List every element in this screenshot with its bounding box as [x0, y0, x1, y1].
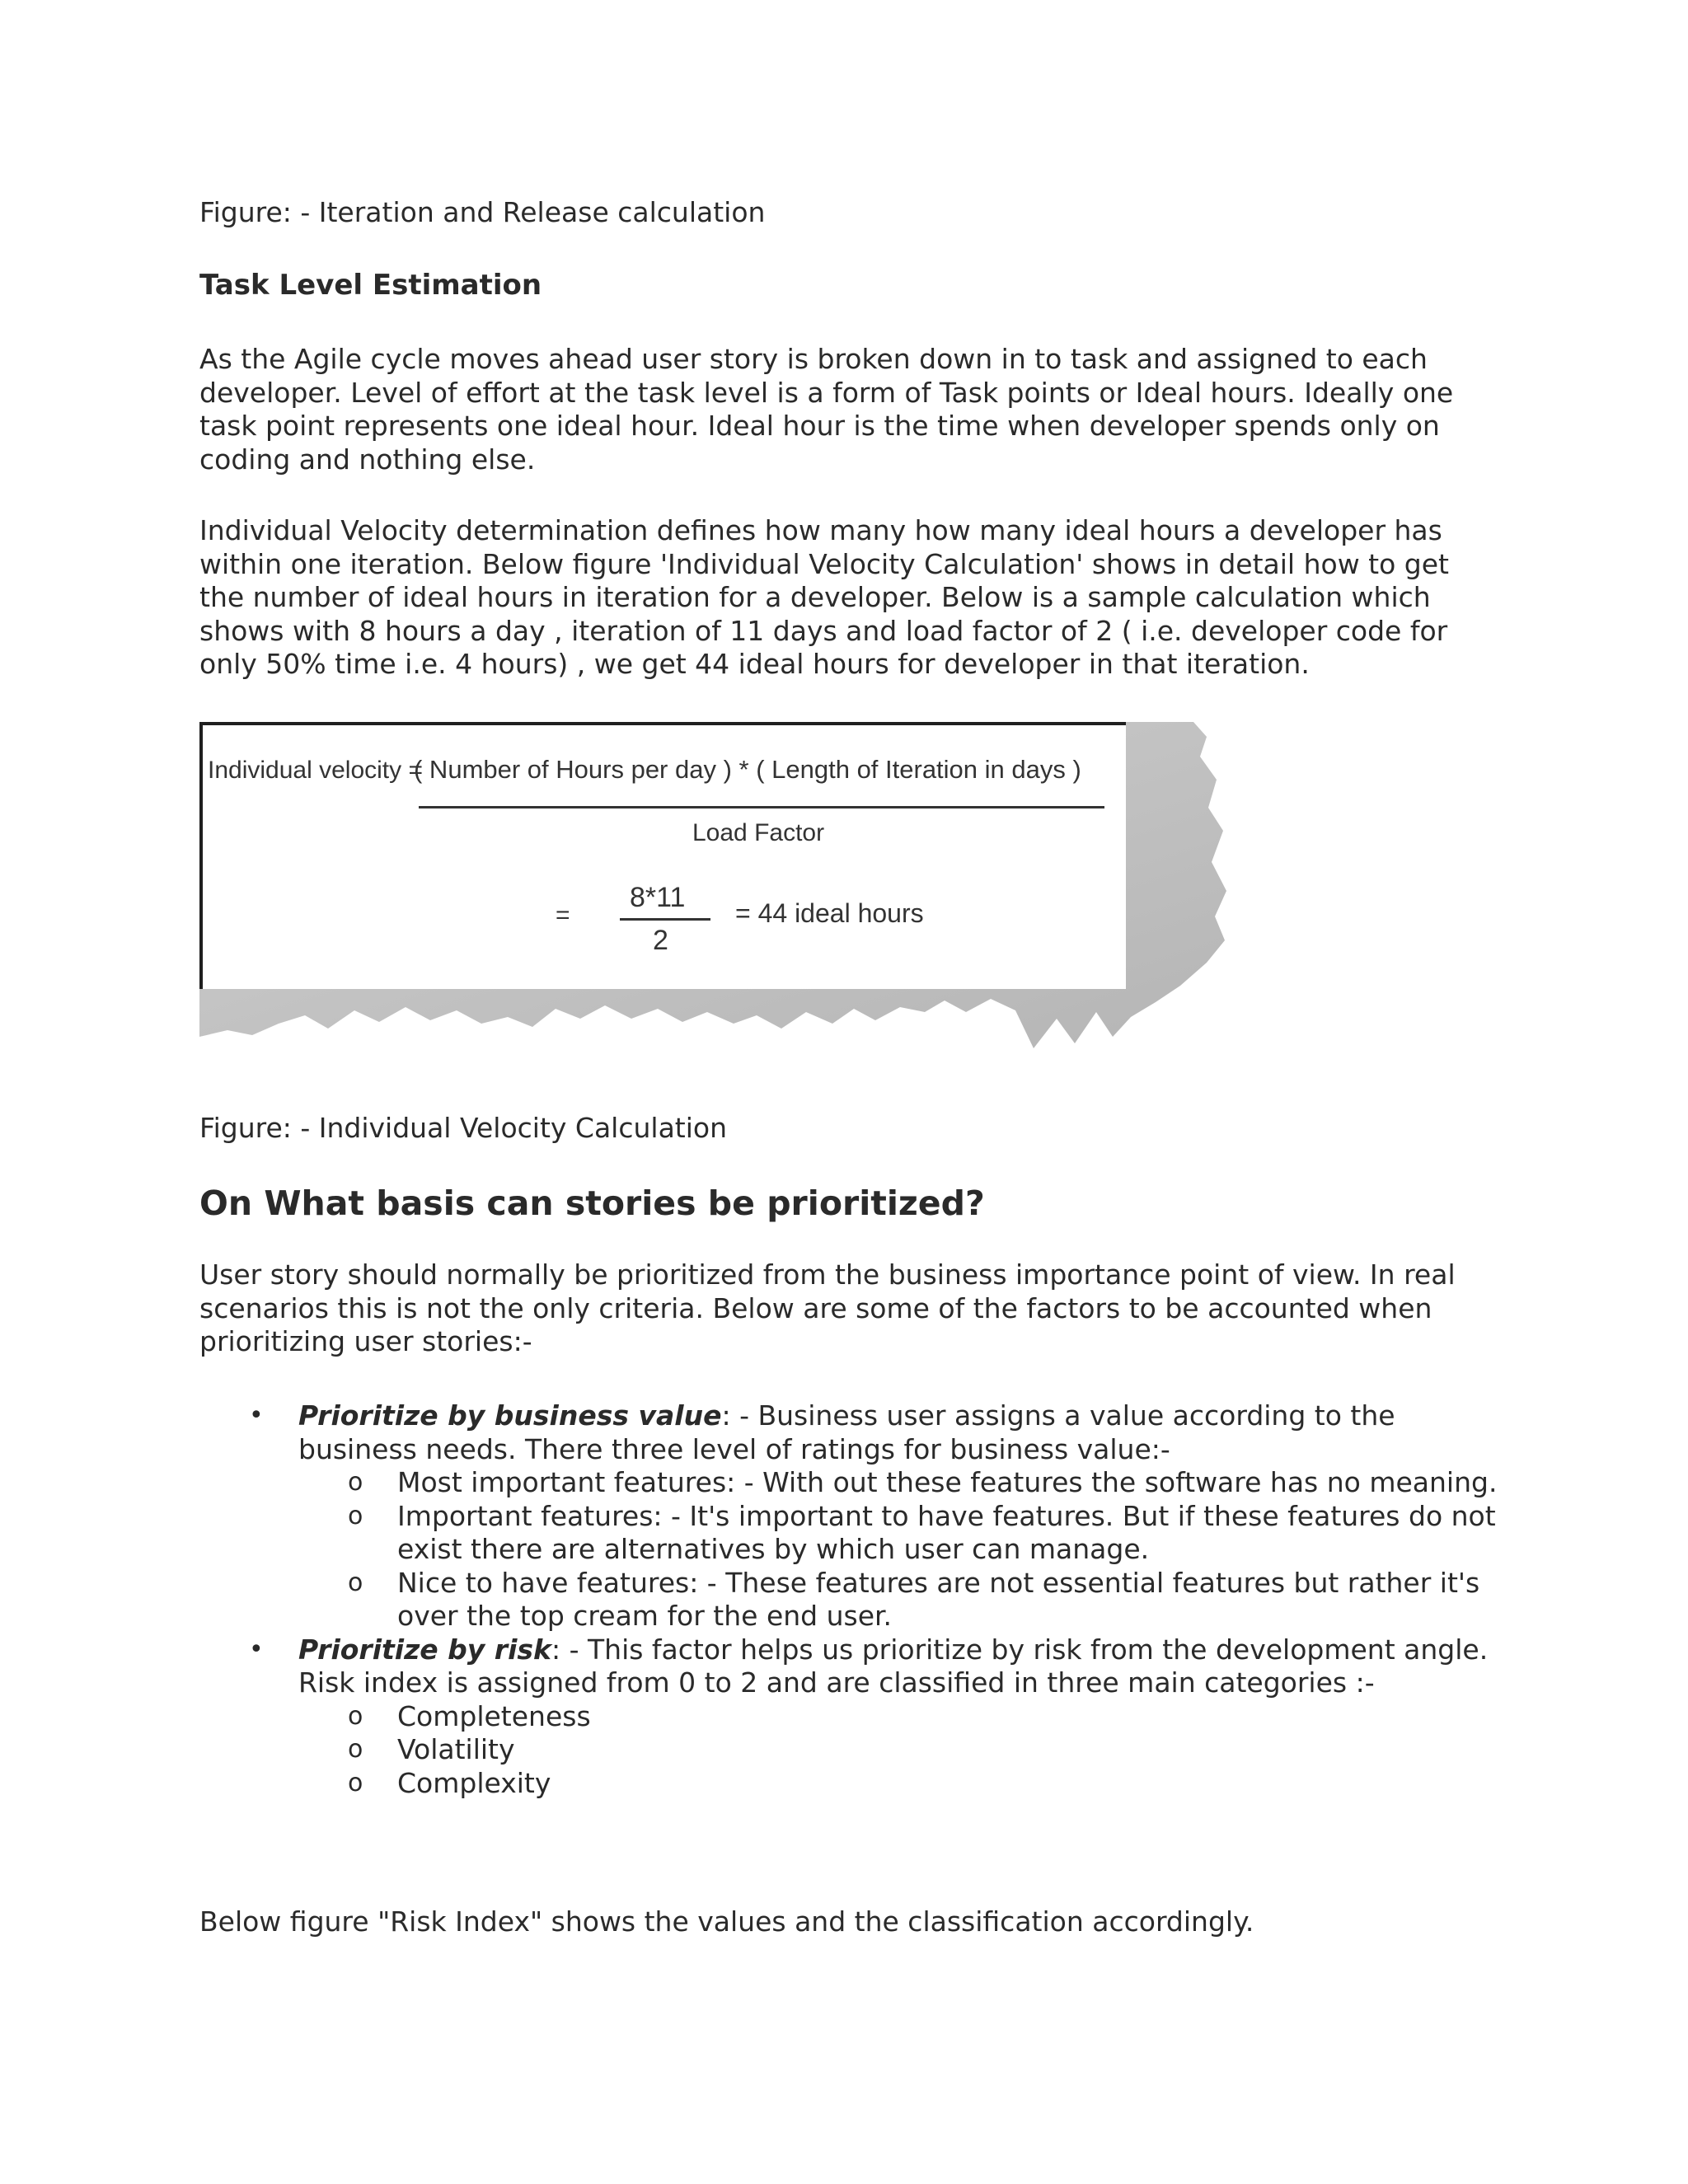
- bullet-icon: •: [249, 1634, 264, 1664]
- circle-bullet-icon: o: [348, 1568, 363, 1597]
- sub-item-text: Most important features: - With out these features the software has no meaning.: [397, 1466, 1498, 1498]
- formula-example-denominator: 2: [653, 925, 668, 956]
- formula-example-numerator: 8*11: [630, 882, 686, 913]
- circle-bullet-icon: o: [348, 1468, 363, 1497]
- circle-bullet-icon: o: [348, 1768, 363, 1797]
- sub-item-text: Nice to have features: - These features are not essential features but rather it's over the top cream for the end user.: [397, 1566, 1480, 1632]
- sub-item-completeness: [199, 1700, 1493, 1734]
- formula-result: = 44 ideal hours: [735, 898, 924, 928]
- prioritization-intro-paragraph: User story should normally be prioritized from the business importance point of view. In real scenarios this is not the only criteria. Below are some of the factors to be accounted when prioritizing user stories:-: [199, 1258, 1456, 1357]
- risk-index-paragraph: Below figure "Risk Index" shows the values and the classification accordingly.: [199, 1905, 1254, 1938]
- sub-item-important: [199, 1499, 1496, 1567]
- list-item-text: [298, 1399, 1493, 1466]
- prioritization-factors-list: [199, 1399, 1498, 1800]
- formula-equals-sign: =: [556, 902, 570, 929]
- sub-item-text: Important features: - It's important to have features. But if these features do not exist there are alternatives by which user can manage.: [397, 1499, 1496, 1565]
- individual-velocity-paragraph: Individual Velocity determination defines how many how many ideal hours a developer has within one iteration. Below figure 'Individual Velocity Calculation' shows in detail how to get the number of ideal hours in iteration for a developer. Below is a sample calculation which shows with 8 hours a day , iteration of 11 days and load factor of 2 ( i.e. developer code for only 50% time i.e. 4 hours) , we get 44 ideal hours for developer in that iteration.: [199, 514, 1449, 680]
- task-estimation-paragraph: As the Agile cycle moves ahead user story is broken down in to task and assigned to each developer. Level of effort at the task level is a form of Task points or Ideal hours. Ideally one task point represents one ideal hour. Ideal hour is the time when developer spends only on coding and nothing else.: [199, 343, 1454, 476]
- sub-item-volatility: [199, 1733, 1493, 1767]
- list-item-text: [298, 1633, 1493, 1700]
- sub-item-nice-to-have: [199, 1567, 1493, 1633]
- list-item-risk: [199, 1633, 1493, 1700]
- list-item-business-value: [199, 1399, 1493, 1466]
- formula-panel: [199, 722, 1126, 989]
- figure-caption-iteration-release: Figure: - Iteration and Release calculation: [199, 196, 766, 228]
- formula-numerator-terms: ( Number of Hours per day ) * ( Length of Iteration in days ): [414, 755, 1081, 784]
- sub-item-text: Volatility: [397, 1733, 515, 1765]
- sub-item-most-important: [199, 1466, 1498, 1500]
- list-item-lead: Prioritize by business value: [298, 1399, 722, 1432]
- list-item-body: : - This factor helps us prioritize by risk from the development angle. Risk index is assigned from 0 to 2 and are classified in three main categories :-: [298, 1633, 1489, 1699]
- sub-item-text: Complexity: [397, 1766, 551, 1799]
- sub-item-complexity: [199, 1767, 1493, 1801]
- circle-bullet-icon: o: [348, 1501, 363, 1530]
- prioritization-heading: On What basis can stories be prioritized?: [199, 1183, 985, 1223]
- list-item-body: : - Business user assigns a value according to the business needs. There three level of ratings for business value:-: [298, 1399, 1395, 1465]
- sub-item-text: Completeness: [397, 1699, 591, 1732]
- task-level-estimation-heading: Task Level Estimation: [199, 269, 542, 302]
- figure-caption-individual-velocity: Figure: - Individual Velocity Calculation: [199, 1112, 728, 1144]
- formula-example-fraction-line: [620, 918, 710, 921]
- formula-main-fraction-line: [419, 806, 1104, 808]
- bullet-icon: •: [249, 1401, 264, 1430]
- list-item-lead: Prioritize by risk: [298, 1633, 551, 1666]
- formula-denominator: Load Factor: [692, 819, 825, 846]
- circle-bullet-icon: o: [348, 1735, 363, 1764]
- individual-velocity-figure: [199, 722, 1228, 1068]
- circle-bullet-icon: o: [348, 1701, 363, 1731]
- formula-lhs: Individual velocity =: [208, 757, 423, 784]
